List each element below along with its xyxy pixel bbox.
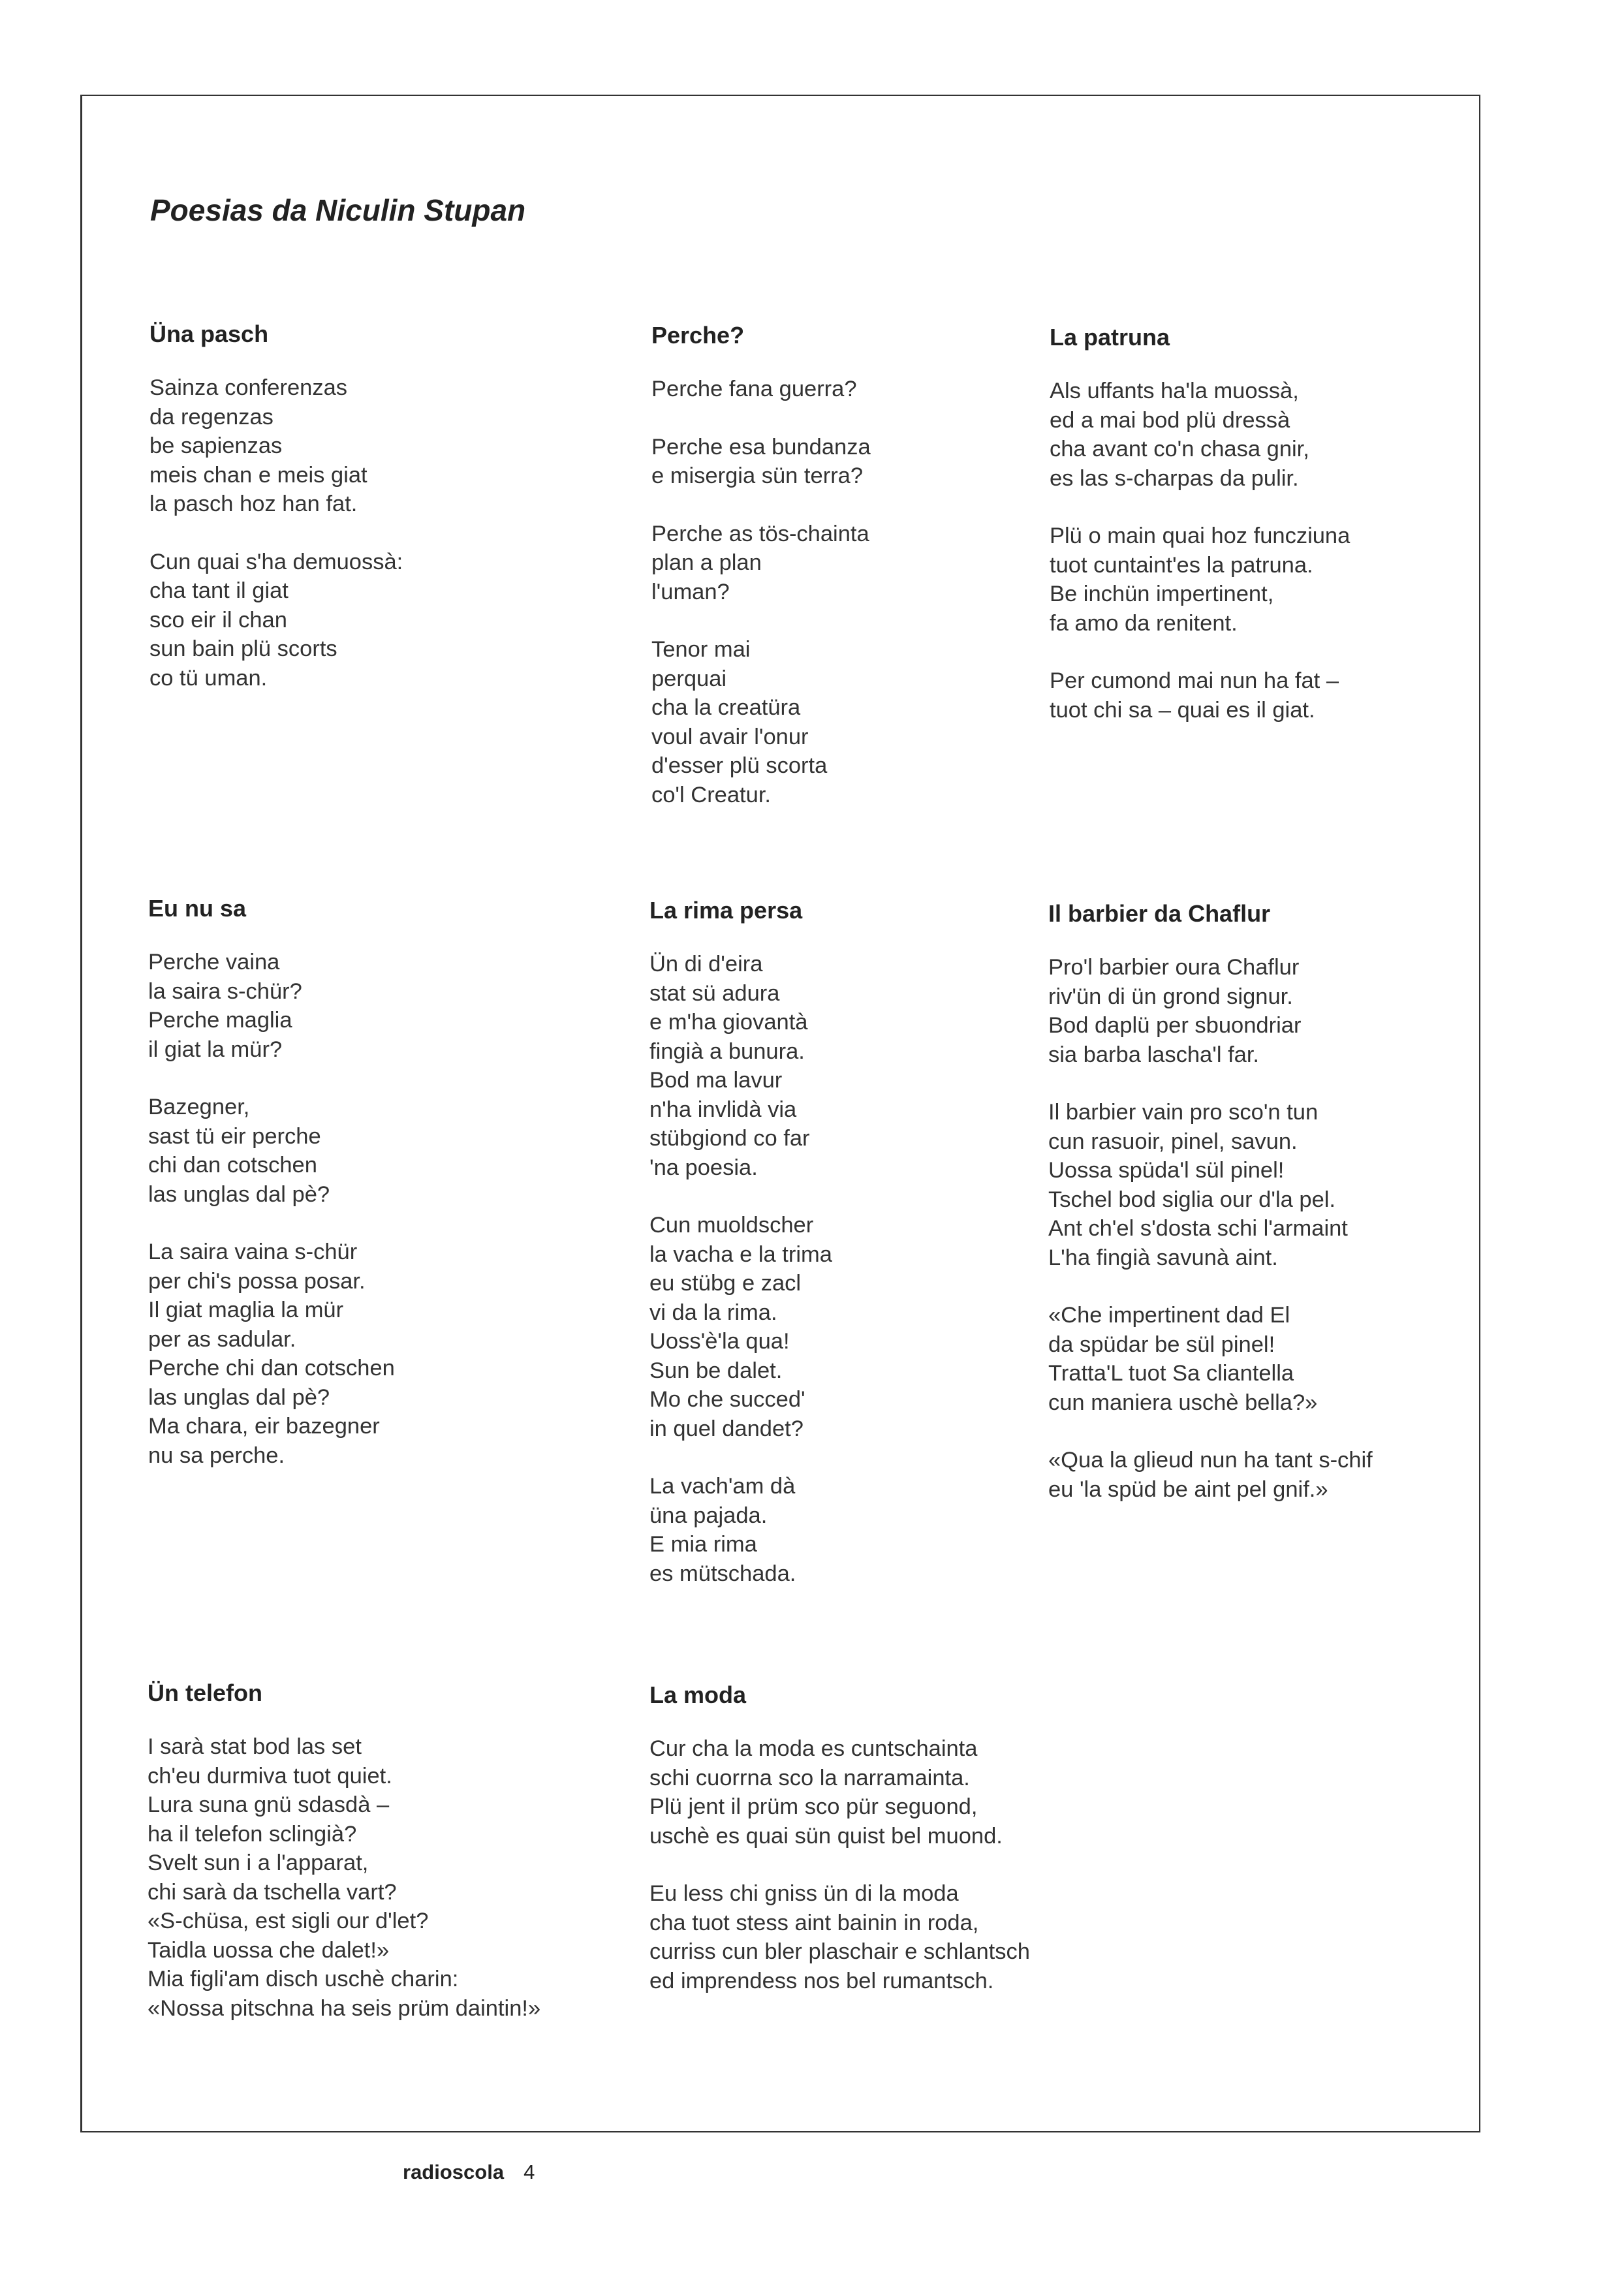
- page-title: Poesias da Niculin Stupan: [150, 193, 526, 227]
- poem-line: la saira s-chür?: [148, 978, 302, 1004]
- poem-line: Mo che succed': [649, 1387, 805, 1412]
- poem-line: La saira vaina s-chür: [148, 1240, 358, 1264]
- poem-line: cun maniera uschè bella?»: [1048, 1390, 1318, 1415]
- poem-line: Bazegner,: [148, 1095, 250, 1119]
- poem-line: stat sü adura: [649, 980, 780, 1006]
- poem-line: da regenzas: [149, 404, 273, 429]
- poem-line: Perche maglia: [148, 1008, 292, 1033]
- page-number: 4: [523, 2161, 535, 2183]
- poem-stanza: [1050, 666, 1507, 725]
- poem-line: voul avair l'onur: [651, 724, 809, 749]
- page-footer: [403, 2161, 535, 2184]
- publication-name: radioscola: [403, 2161, 505, 2183]
- poem-line: il giat la mür?: [148, 1037, 283, 1062]
- poem-line: eu 'la spüd be aint pel gnif.»: [1048, 1476, 1328, 1502]
- poem-line: schi cuorrna sco la narramainta.: [649, 1765, 970, 1790]
- poem-line: da spüdar be sül pinel!: [1048, 1332, 1275, 1357]
- poem-line: riv'ün di ün grond signur.: [1048, 984, 1293, 1009]
- poem-stanza: [649, 1879, 1106, 1995]
- poem-stanza: [651, 375, 1108, 404]
- poem-stanza: [649, 1734, 1106, 1850]
- poem-line: Uoss'è'la qua!: [649, 1329, 790, 1354]
- poem-line: vi da la rima.: [649, 1300, 777, 1325]
- poem-line: per chi's possa posar.: [148, 1268, 366, 1294]
- poem-line: Bod ma lavur: [649, 1068, 783, 1093]
- poem-line: ed imprendess nos bel rumantsch.: [649, 1968, 994, 1993]
- poem-stanza: [649, 1472, 1106, 1588]
- poem-line: «Che impertinent dad El: [1048, 1303, 1290, 1328]
- poem-line: Mia figli'am disch uschè charin:: [148, 1967, 459, 1991]
- poem-stanza: [649, 950, 1106, 1182]
- poem-line: e misergia sün terra?: [651, 463, 864, 488]
- poem-line: «Nossa pitschna ha seis prüm daintin!»: [148, 1995, 541, 2021]
- poem-line: Perche esa bundanza: [651, 434, 871, 460]
- poem-line: Svelt sun i a l'apparat,: [148, 1850, 369, 1875]
- poem-line: Ün di d'eira: [649, 952, 763, 976]
- poem-title: Il barbier da Chaflur: [1048, 900, 1271, 927]
- poem-line: L'ha fingià savunà aint.: [1048, 1245, 1278, 1270]
- poem-una-pasch: [149, 320, 606, 721]
- poem-line: curriss cun bler plaschair e schlantsch: [649, 1939, 1030, 1964]
- poem-line: Cur cha la moda es cuntschainta: [649, 1736, 978, 1761]
- poem-stanza: [1048, 953, 1505, 1069]
- poem-line: Perche vaina: [148, 950, 280, 975]
- poem-line: eu stübg e zacl: [649, 1271, 802, 1296]
- poem-stanza: [649, 1211, 1106, 1443]
- poem-line: Plü o main quai hoz funcziuna: [1050, 523, 1351, 548]
- poem-line: Per cumond mai nun ha fat –: [1050, 668, 1339, 693]
- poem-line: cha la creatüra: [651, 695, 801, 720]
- poem-line: La vach'am dà: [649, 1474, 796, 1499]
- poem-title: La moda: [649, 1681, 747, 1708]
- poem-la-rima-persa: [649, 896, 1106, 1617]
- poem-line: ed a mai bod plü dressà: [1050, 407, 1290, 433]
- poem-line: es las s-charpas da pulir.: [1050, 465, 1299, 491]
- poem-line: n'ha invlidà via: [649, 1097, 797, 1122]
- poem-stanza: [1048, 1301, 1505, 1417]
- poem-line: Uossa spüda'l sül pinel!: [1048, 1158, 1285, 1183]
- poem-line: Perche as tös-chainta: [651, 521, 869, 546]
- poem-line: uschè es quai sün quist bel muond.: [649, 1823, 1003, 1849]
- poem-stanza: [148, 948, 605, 1064]
- poem-line: Ant ch'el s'dosta schi l'armaint: [1048, 1216, 1348, 1241]
- poem-line: Bod daplü per sbuondriar: [1048, 1013, 1302, 1038]
- poem-stanza: [1050, 377, 1507, 493]
- poem-line: Lura suna gnü sdasdà –: [148, 1792, 390, 1817]
- poem-la-patruna: [1050, 323, 1507, 753]
- poem-line: Pro'l barbier oura Chaflur: [1048, 955, 1300, 980]
- poem-line: Tschel bod siglia our d'la pel.: [1048, 1187, 1336, 1212]
- poem-line: sast tü eir perche: [148, 1123, 321, 1149]
- poem-line: Cun muoldscher: [649, 1213, 814, 1238]
- poem-line: tuot chi sa – quai es il giat.: [1050, 697, 1315, 723]
- poem-la-moda: [649, 1681, 1106, 2024]
- poem-title: Eu nu sa: [148, 895, 247, 922]
- poem-line: Eu less chi gniss ün di la moda: [649, 1881, 959, 1906]
- poem-line: e m'ha giovantà: [649, 1010, 808, 1035]
- poem-stanza: [148, 1093, 605, 1209]
- poem-line: per as sadular.: [148, 1326, 296, 1352]
- poem-line: Perche chi dan cotschen: [148, 1356, 395, 1381]
- poem-stanza: [149, 373, 606, 519]
- poem-line: nu sa perche.: [148, 1443, 285, 1468]
- poem-line: cha avant co'n chasa gnir,: [1050, 437, 1309, 461]
- poem-il-barbier-da-chaflur: [1048, 899, 1505, 1533]
- poem-stanza: [149, 548, 606, 693]
- poem-line: cha tant il giat: [149, 578, 289, 603]
- poem-line: d'esser plü scorta: [651, 753, 828, 778]
- poem-line: 'na poesia.: [649, 1155, 758, 1180]
- poem-line: Als uffants ha'la muossà,: [1050, 379, 1299, 403]
- poem-line: Be inchün impertinent,: [1050, 582, 1274, 606]
- poem-line: fa amo da renitent.: [1050, 610, 1238, 636]
- poem-stanza: [1050, 522, 1507, 638]
- poem-stanza: [1048, 1098, 1505, 1272]
- poem-line: las unglas dal pè?: [148, 1181, 330, 1207]
- poem-line: üna pajada.: [649, 1503, 768, 1528]
- poem-line: ha il telefon sclingià?: [148, 1821, 357, 1847]
- poem-perche: [651, 321, 1108, 838]
- poem-line: I sarà stat bod las set: [148, 1734, 362, 1759]
- poem-line: l'uman?: [651, 579, 730, 604]
- poem-line: be sapienzas: [149, 433, 283, 458]
- poem-line: stübgiond co far: [649, 1126, 810, 1151]
- poem-stanza: [148, 1732, 604, 2023]
- poem-line: Il barbier vain pro sco'n tun: [1048, 1100, 1319, 1125]
- poem-line: tuot cuntaint'es la patruna.: [1050, 552, 1313, 578]
- poem-line: la pasch hoz han fat.: [149, 492, 358, 516]
- poem-stanza: [651, 433, 1108, 491]
- poem-line: sco eir il chan: [149, 607, 287, 632]
- poem-line: sia barba lascha'l far.: [1048, 1042, 1260, 1067]
- poem-un-telefon: [148, 1679, 604, 2052]
- poem-line: E mia rima: [649, 1532, 757, 1557]
- poem-line: Cun quai s'ha demuossà:: [149, 549, 403, 574]
- poem-line: Ma chara, eir bazegner: [148, 1414, 380, 1439]
- poem-line: chi sarà da tschella vart?: [148, 1879, 397, 1905]
- poem-line: co'l Creatur.: [651, 782, 771, 807]
- poem-line: co tü uman.: [149, 665, 268, 691]
- poem-line: sun bain plü scorts: [149, 636, 337, 661]
- poem-line: Sun be dalet.: [649, 1358, 783, 1383]
- poem-title: La patruna: [1050, 324, 1170, 351]
- poem-line: «Qua la glieud nun ha tant s-chif: [1048, 1448, 1373, 1473]
- poem-line: la vacha e la trima: [649, 1241, 832, 1267]
- poem-line: Tratta'L tuot Sa cliantella: [1048, 1361, 1294, 1386]
- poem-line: «S-chüsa, est sigli our d'let?: [148, 1909, 429, 1933]
- poem-line: Sainza conferenzas: [149, 375, 348, 400]
- poem-title: La rima persa: [649, 897, 803, 924]
- poem-line: Perche fana guerra?: [651, 377, 857, 401]
- poem-stanza: [651, 635, 1108, 809]
- poem-line: Taidla uossa che dalet!»: [148, 1937, 390, 1963]
- poem-line: las unglas dal pè?: [148, 1384, 330, 1410]
- poem-line: fingià a bunura.: [649, 1038, 805, 1064]
- poem-line: perquai: [651, 666, 727, 691]
- poem-line: es mütschada.: [649, 1561, 796, 1586]
- poem-stanza: [651, 520, 1108, 607]
- poem-line: ch'eu durmiva tuot quiet.: [148, 1763, 392, 1788]
- poem-line: Plü jent il prüm sco pür seguond,: [649, 1794, 978, 1819]
- poem-title: Ün telefon: [148, 1679, 262, 1706]
- poem-line: Tenor mai: [651, 637, 751, 662]
- poem-line: cun rasuoir, pinel, savun.: [1048, 1129, 1298, 1154]
- poem-line: meis chan e meis giat: [149, 462, 367, 488]
- poem-line: Il giat maglia la mür: [148, 1298, 344, 1322]
- poem-stanza: [1048, 1446, 1505, 1504]
- poem-line: plan a plan: [651, 550, 762, 575]
- poem-title: Perche?: [651, 322, 745, 349]
- poem-stanza: [148, 1238, 605, 1470]
- poem-line: cha tuot stess aint bainin in roda,: [649, 1910, 979, 1935]
- poem-line: chi dan cotschen: [148, 1153, 317, 1178]
- poem-line: in quel dandet?: [649, 1416, 804, 1441]
- poem-title: Üna pasch: [149, 320, 269, 347]
- poem-eu-nu-sa: [148, 894, 605, 1499]
